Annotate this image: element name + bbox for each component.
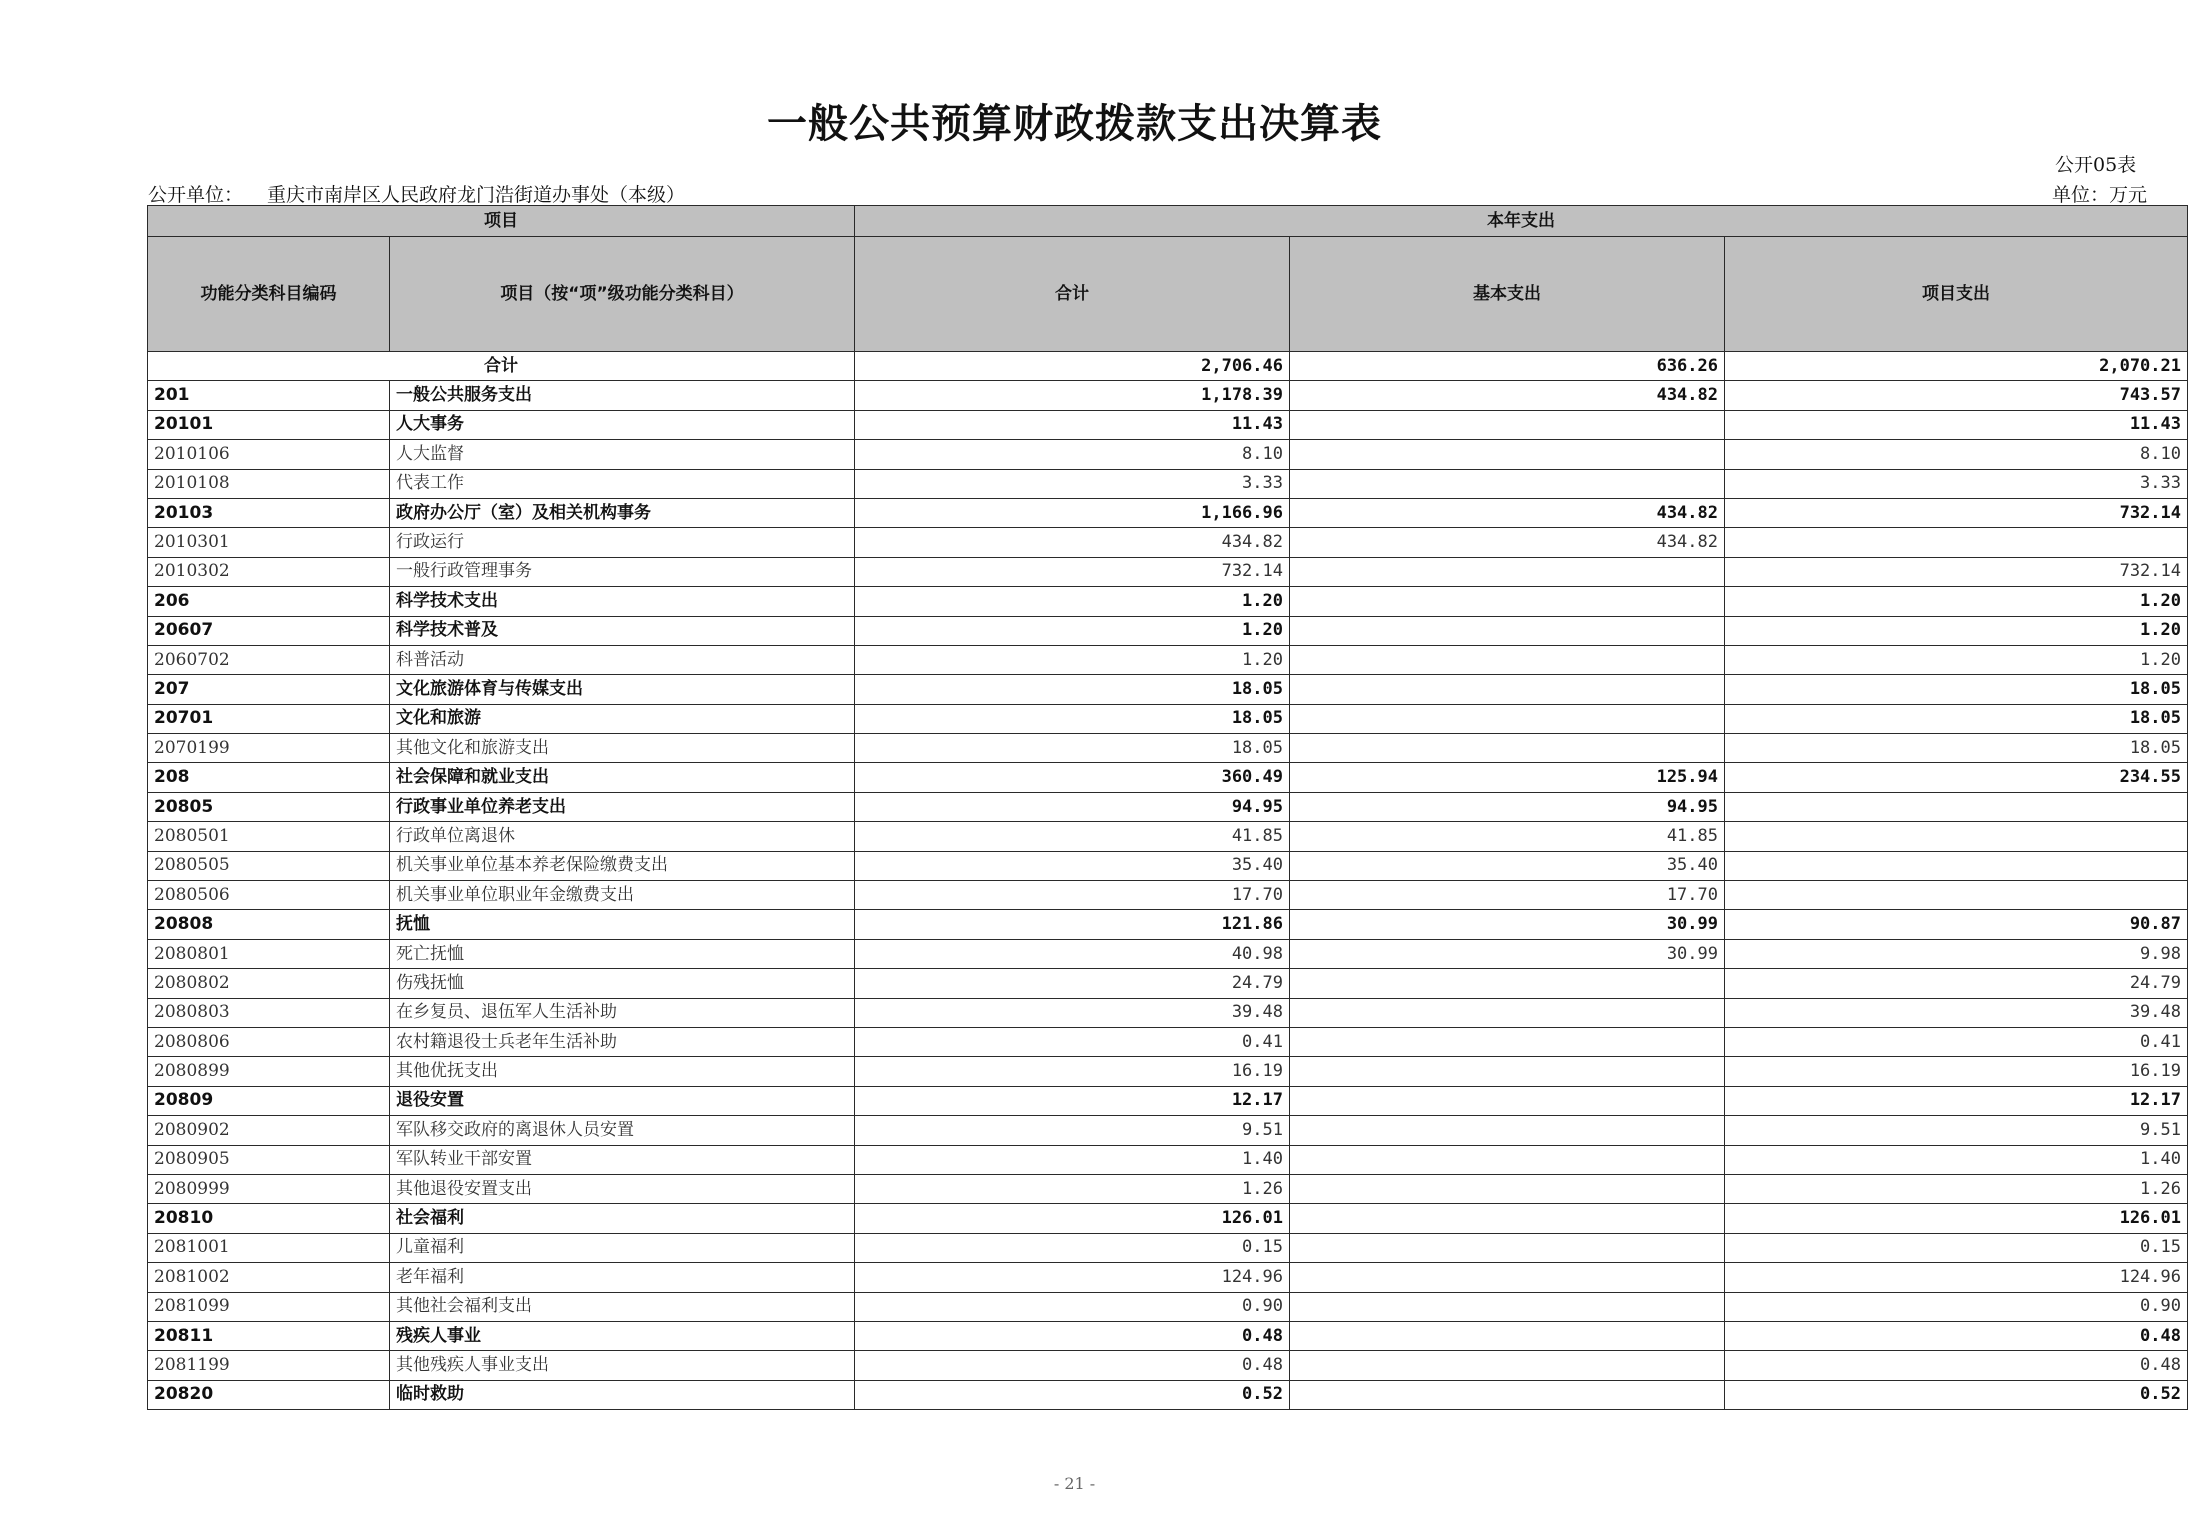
- row-project: 124.96: [1725, 1263, 2188, 1292]
- row-basic: [1290, 1027, 1725, 1056]
- table-row: [148, 763, 2188, 792]
- row-basic: 434.82: [1290, 381, 1725, 410]
- table-row: [148, 1380, 2188, 1409]
- reporting-unit-name: 重庆市南岸区人民政府龙门浩街道办事处（本级）: [267, 184, 686, 206]
- row-project: 0.52: [1725, 1380, 2188, 1409]
- table-row: [148, 498, 2188, 527]
- header-project-exp: 项目支出: [1725, 237, 2188, 352]
- total-sum: 2,706.46: [855, 352, 1290, 381]
- row-total: 18.05: [855, 675, 1290, 704]
- row-code: 2081001: [148, 1233, 390, 1262]
- table-row: [148, 881, 2188, 910]
- header-code: 功能分类科目编码: [148, 237, 390, 352]
- table-row: [148, 675, 2188, 704]
- row-total: 24.79: [855, 969, 1290, 998]
- row-name: 政府办公厅（室）及相关机构事务: [390, 498, 855, 527]
- row-name: 文化旅游体育与传媒支出: [390, 675, 855, 704]
- row-code: 2010108: [148, 469, 390, 498]
- row-total: 11.43: [855, 410, 1290, 439]
- row-basic: [1290, 1321, 1725, 1350]
- row-total: 0.48: [855, 1351, 1290, 1380]
- table-row: [148, 851, 2188, 880]
- row-basic: 41.85: [1290, 822, 1725, 851]
- total-basic: 636.26: [1290, 352, 1725, 381]
- row-name: 临时救助: [390, 1380, 855, 1409]
- row-name: 在乡复员、退伍军人生活补助: [390, 998, 855, 1027]
- row-project: 0.48: [1725, 1321, 2188, 1350]
- row-total: 0.15: [855, 1233, 1290, 1262]
- row-basic: [1290, 1116, 1725, 1145]
- header-item: 项目（按“项”级功能分类科目）: [390, 237, 855, 352]
- row-code: 2070199: [148, 734, 390, 763]
- row-project: 12.17: [1725, 1086, 2188, 1115]
- row-total: 12.17: [855, 1086, 1290, 1115]
- row-code: 2080899: [148, 1057, 390, 1086]
- row-total: 1,178.39: [855, 381, 1290, 410]
- row-total: 18.05: [855, 704, 1290, 733]
- row-project: 1.20: [1725, 587, 2188, 616]
- table-row: [148, 1204, 2188, 1233]
- row-basic: [1290, 1380, 1725, 1409]
- total-label: 合计: [148, 352, 855, 381]
- expenditure-table: [147, 205, 2188, 1410]
- row-project: 1.26: [1725, 1174, 2188, 1203]
- row-project: 18.05: [1725, 734, 2188, 763]
- table-row: [148, 1057, 2188, 1086]
- table-row: [148, 792, 2188, 821]
- row-total: 124.96: [855, 1263, 1290, 1292]
- table-row: [148, 528, 2188, 557]
- row-name: 人大监督: [390, 440, 855, 469]
- row-code: 2081002: [148, 1263, 390, 1292]
- row-code: 201: [148, 381, 390, 410]
- row-code: 20808: [148, 910, 390, 939]
- row-name: 社会福利: [390, 1204, 855, 1233]
- row-name: 其他优抚支出: [390, 1057, 855, 1086]
- row-basic: [1290, 645, 1725, 674]
- table-row: [148, 1233, 2188, 1262]
- row-code: 2080801: [148, 939, 390, 968]
- row-code: 2080506: [148, 881, 390, 910]
- table-row: [148, 939, 2188, 968]
- row-code: 20805: [148, 792, 390, 821]
- row-code: 2080806: [148, 1027, 390, 1056]
- row-name: 行政单位离退休: [390, 822, 855, 851]
- row-basic: 94.95: [1290, 792, 1725, 821]
- header-row-group: [148, 206, 2188, 237]
- row-name: 其他社会福利支出: [390, 1292, 855, 1321]
- row-code: 20607: [148, 616, 390, 645]
- table-row: [148, 1145, 2188, 1174]
- row-name: 人大事务: [390, 410, 855, 439]
- row-basic: [1290, 616, 1725, 645]
- row-code: 2060702: [148, 645, 390, 674]
- row-basic: 434.82: [1290, 528, 1725, 557]
- row-code: 2010106: [148, 440, 390, 469]
- row-project: 732.14: [1725, 498, 2188, 527]
- row-basic: [1290, 675, 1725, 704]
- row-project: 90.87: [1725, 910, 2188, 939]
- row-total: 3.33: [855, 469, 1290, 498]
- row-total: 434.82: [855, 528, 1290, 557]
- row-total: 9.51: [855, 1116, 1290, 1145]
- total-row: [148, 352, 2188, 381]
- row-total: 0.41: [855, 1027, 1290, 1056]
- row-name: 一般公共服务支出: [390, 381, 855, 410]
- row-basic: [1290, 704, 1725, 733]
- table-row: [148, 1263, 2188, 1292]
- table-row: [148, 645, 2188, 674]
- row-basic: [1290, 1204, 1725, 1233]
- row-total: 1.20: [855, 616, 1290, 645]
- page-number: - 21 -: [1053, 1474, 1096, 1493]
- table-row: [148, 587, 2188, 616]
- table-row: [148, 381, 2188, 410]
- header-basic: 基本支出: [1290, 237, 1725, 352]
- row-basic: [1290, 1263, 1725, 1292]
- row-name: 军队转业干部安置: [390, 1145, 855, 1174]
- table-row: [148, 822, 2188, 851]
- row-name: 行政运行: [390, 528, 855, 557]
- row-project: 743.57: [1725, 381, 2188, 410]
- row-code: 2010302: [148, 557, 390, 586]
- row-name: 儿童福利: [390, 1233, 855, 1262]
- row-basic: [1290, 1057, 1725, 1086]
- row-basic: [1290, 734, 1725, 763]
- row-code: 20810: [148, 1204, 390, 1233]
- row-name: 一般行政管理事务: [390, 557, 855, 586]
- row-project: [1725, 881, 2188, 910]
- row-basic: 434.82: [1290, 498, 1725, 527]
- row-total: 0.52: [855, 1380, 1290, 1409]
- table-row: [148, 1174, 2188, 1203]
- row-basic: [1290, 1174, 1725, 1203]
- row-name: 行政事业单位养老支出: [390, 792, 855, 821]
- row-name: 军队移交政府的离退休人员安置: [390, 1116, 855, 1145]
- row-total: 35.40: [855, 851, 1290, 880]
- row-code: 20809: [148, 1086, 390, 1115]
- row-project: 1.20: [1725, 645, 2188, 674]
- table-row: [148, 1351, 2188, 1380]
- row-project: 732.14: [1725, 557, 2188, 586]
- row-name: 机关事业单位职业年金缴费支出: [390, 881, 855, 910]
- row-total: 94.95: [855, 792, 1290, 821]
- row-basic: [1290, 1233, 1725, 1262]
- row-total: 41.85: [855, 822, 1290, 851]
- row-project: 18.05: [1725, 704, 2188, 733]
- row-basic: 30.99: [1290, 939, 1725, 968]
- row-code: 2080905: [148, 1145, 390, 1174]
- table-row: [148, 1116, 2188, 1145]
- row-code: 2080902: [148, 1116, 390, 1145]
- row-code: 2010301: [148, 528, 390, 557]
- row-name: 科学技术支出: [390, 587, 855, 616]
- row-code: 206: [148, 587, 390, 616]
- header-row-columns: [148, 237, 2188, 352]
- row-total: 732.14: [855, 557, 1290, 586]
- table-row: [148, 1086, 2188, 1115]
- row-basic: 125.94: [1290, 763, 1725, 792]
- row-project: 1.20: [1725, 616, 2188, 645]
- table-row: [148, 440, 2188, 469]
- row-basic: [1290, 440, 1725, 469]
- row-total: 16.19: [855, 1057, 1290, 1086]
- row-name: 其他退役安置支出: [390, 1174, 855, 1203]
- row-name: 科普活动: [390, 645, 855, 674]
- row-project: 18.05: [1725, 675, 2188, 704]
- table-row: [148, 998, 2188, 1027]
- row-total: 39.48: [855, 998, 1290, 1027]
- table-row: [148, 1027, 2188, 1056]
- row-total: 0.90: [855, 1292, 1290, 1321]
- row-project: 9.51: [1725, 1116, 2188, 1145]
- row-code: 2081199: [148, 1351, 390, 1380]
- row-project: 16.19: [1725, 1057, 2188, 1086]
- table-row: [148, 704, 2188, 733]
- row-total: 126.01: [855, 1204, 1290, 1233]
- table-row: [148, 1321, 2188, 1350]
- row-project: 9.98: [1725, 939, 2188, 968]
- row-total: 360.49: [855, 763, 1290, 792]
- row-basic: [1290, 557, 1725, 586]
- row-project: 0.41: [1725, 1027, 2188, 1056]
- row-total: 0.48: [855, 1321, 1290, 1350]
- row-code: 20811: [148, 1321, 390, 1350]
- row-basic: [1290, 1145, 1725, 1174]
- row-total: 1,166.96: [855, 498, 1290, 527]
- reporting-unit-label: 公开单位：: [148, 184, 244, 206]
- row-basic: [1290, 410, 1725, 439]
- row-name: 老年福利: [390, 1263, 855, 1292]
- header-total: 合计: [855, 237, 1290, 352]
- row-project: 3.33: [1725, 469, 2188, 498]
- row-code: 2080999: [148, 1174, 390, 1203]
- row-name: 其他文化和旅游支出: [390, 734, 855, 763]
- row-basic: [1290, 1292, 1725, 1321]
- row-name: 代表工作: [390, 469, 855, 498]
- row-project: 11.43: [1725, 410, 2188, 439]
- table-row: [148, 557, 2188, 586]
- page-title: 一般公共预算财政拨款支出决算表: [767, 101, 1382, 147]
- reporting-unit: [148, 180, 685, 207]
- table-row: [148, 469, 2188, 498]
- row-project: 39.48: [1725, 998, 2188, 1027]
- row-name: 死亡抚恤: [390, 939, 855, 968]
- row-basic: [1290, 587, 1725, 616]
- row-name: 退役安置: [390, 1086, 855, 1115]
- table-row: [148, 734, 2188, 763]
- row-total: 1.20: [855, 587, 1290, 616]
- row-name: 机关事业单位基本养老保险缴费支出: [390, 851, 855, 880]
- row-total: 8.10: [855, 440, 1290, 469]
- table-row: [148, 410, 2188, 439]
- row-total: 1.26: [855, 1174, 1290, 1203]
- row-basic: [1290, 469, 1725, 498]
- row-total: 40.98: [855, 939, 1290, 968]
- row-total: 1.40: [855, 1145, 1290, 1174]
- header-current-year: 本年支出: [855, 206, 2188, 237]
- row-project: [1725, 851, 2188, 880]
- row-code: 2080802: [148, 969, 390, 998]
- row-name: 文化和旅游: [390, 704, 855, 733]
- row-name: 社会保障和就业支出: [390, 763, 855, 792]
- row-project: 126.01: [1725, 1204, 2188, 1233]
- table-row: [148, 969, 2188, 998]
- row-name: 抚恤: [390, 910, 855, 939]
- row-code: 207: [148, 675, 390, 704]
- row-total: 17.70: [855, 881, 1290, 910]
- row-code: 20103: [148, 498, 390, 527]
- row-total: 18.05: [855, 734, 1290, 763]
- row-total: 1.20: [855, 645, 1290, 674]
- row-name: 科学技术普及: [390, 616, 855, 645]
- header-project: 项目: [148, 206, 855, 237]
- row-name: 残疾人事业: [390, 1321, 855, 1350]
- row-project: [1725, 792, 2188, 821]
- table-row: [148, 1292, 2188, 1321]
- row-name: 伤残抚恤: [390, 969, 855, 998]
- row-name: 农村籍退役士兵老年生活补助: [390, 1027, 855, 1056]
- row-name: 其他残疾人事业支出: [390, 1351, 855, 1380]
- row-code: 20701: [148, 704, 390, 733]
- table-row: [148, 616, 2188, 645]
- form-number: 公开05表: [2055, 154, 2137, 176]
- row-code: 208: [148, 763, 390, 792]
- row-project: 24.79: [1725, 969, 2188, 998]
- row-code: 2081099: [148, 1292, 390, 1321]
- row-basic: [1290, 969, 1725, 998]
- total-project: 2,070.21: [1725, 352, 2188, 381]
- table-row: [148, 910, 2188, 939]
- row-code: 2080803: [148, 998, 390, 1027]
- row-project: 0.48: [1725, 1351, 2188, 1380]
- row-project: 8.10: [1725, 440, 2188, 469]
- row-project: 0.15: [1725, 1233, 2188, 1262]
- row-basic: [1290, 1351, 1725, 1380]
- row-basic: [1290, 998, 1725, 1027]
- row-code: 2080505: [148, 851, 390, 880]
- row-basic: [1290, 1086, 1725, 1115]
- row-basic: 17.70: [1290, 881, 1725, 910]
- row-code: 20820: [148, 1380, 390, 1409]
- row-total: 121.86: [855, 910, 1290, 939]
- row-code: 20101: [148, 410, 390, 439]
- row-project: [1725, 528, 2188, 557]
- row-project: 1.40: [1725, 1145, 2188, 1174]
- row-project: 234.55: [1725, 763, 2188, 792]
- currency-unit: 单位：万元: [2052, 184, 2148, 206]
- row-project: 0.90: [1725, 1292, 2188, 1321]
- row-basic: 35.40: [1290, 851, 1725, 880]
- row-project: [1725, 822, 2188, 851]
- row-code: 2080501: [148, 822, 390, 851]
- row-basic: 30.99: [1290, 910, 1725, 939]
